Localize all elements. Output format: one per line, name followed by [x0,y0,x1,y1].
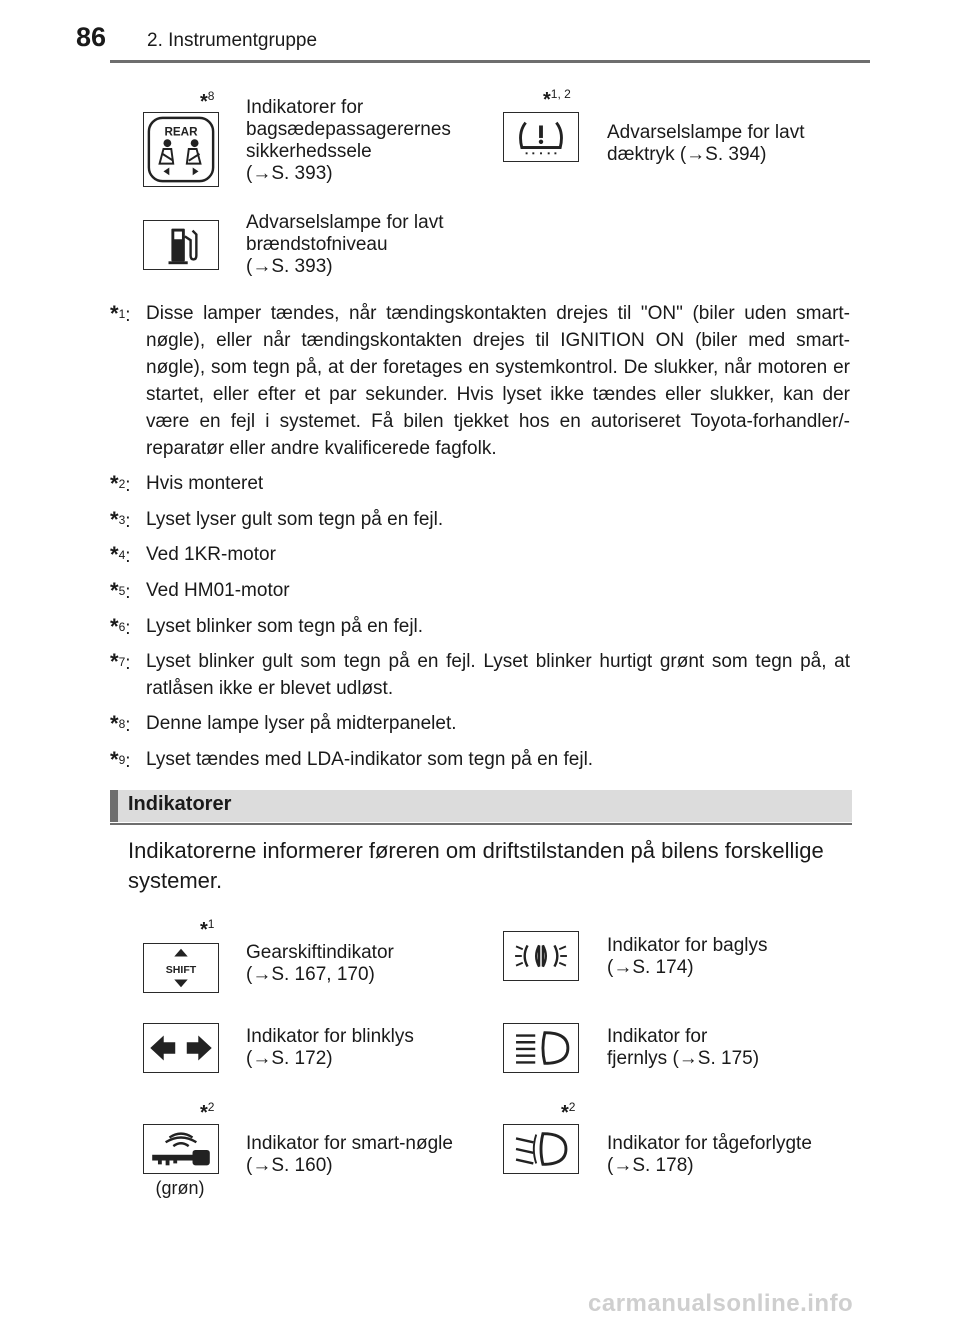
tail-light-description: Indikator for baglys (→S. 174) [607,935,768,978]
footnote-5: *$^5$: Ved HM01-motor [110,578,290,603]
rear-seatbelt-reminder-icon [143,112,219,187]
footnote-1: *$^1$: Disse lamper tændes, når tændingskontakten drejes til "ON" (biler uden smart-nøgle), eller når tændingskontakten drejes til IGNITION ON (biler med smart-nøgle), som tegn på, at der foretages en systemkontrol. De slukker, når motoren er startet, eller efter et par sekunder. Hvis lyset ikke tændes eller slukker, kan der være en fejl i systemet. Få bilen tjekket hos en autoriseret Toyota-forhandler/-reparatør eller andre kvalificerede fagfolk. [110,301,850,459]
smart-key-description: Indikator for smart-nøgle (→S. 160) [246,1133,453,1176]
footnote-8: *$^8$: Denne lampe lyser på midterpanelet. [110,711,457,736]
tail-light-icon [503,931,579,981]
front-fog-light-icon [503,1124,579,1174]
smart-key-icon [143,1124,219,1174]
high-beam-description: Indikator for fjernlys (→S. 175) [607,1026,760,1069]
footnote-4: *$^4$: Ved 1KR-motor [110,542,276,567]
footnote-2: *$^2$: Hvis monteret [110,471,264,496]
section-heading-bar [110,790,852,822]
header-divider [110,60,870,63]
shift-label: SHIFT [165,963,197,976]
fuel-pump-icon [143,220,219,270]
shift-indicator-icon [143,943,219,993]
footnote-7: *$^7$: Lyset blinker gult som tegn på en fejl. Lyset blinker hurtigt grønt som tegn på, at ratlåsen ikke er blevet udløst. [110,649,850,699]
section-divider [110,823,852,825]
rear-label: REAR [164,125,198,139]
footnote-marker: *$^{1, 2}$ [543,87,571,111]
page-number: 86 [76,22,107,52]
footnote-3: *$^3$: Lyset lyser gult som tegn på en fejl. [110,507,444,532]
fog-light-description: Indikator for tågeforlygte (→S. 178) [607,1133,812,1176]
rear-seatbelt-description: Indikatorer for bagsædepassagerernes sikkerhedssele (→S. 393) [246,97,451,184]
smart-key-color-caption: (grøn) [155,1178,205,1198]
section-intro: Indikatorerne informerer føreren om driftstilstanden på bilens forskellige systemer. [128,838,824,893]
footnote-marker: *$^2$ [200,1100,215,1124]
tire-pressure-description: Advarselslampe for lavt dæktryk (→S. 394) [607,122,805,165]
footnote-marker: *$^8$ [200,89,215,113]
footnote-marker: *$^1$ [200,917,215,941]
high-beam-icon [503,1023,579,1073]
chapter-title: 2. Instrumentgruppe [147,30,318,51]
footnote-marker: *$^2$ [561,1100,576,1124]
turn-signal-icon [143,1023,219,1073]
fuel-level-description: Advarselslampe for lavt brændstofniveau (→S. 393) [246,212,444,277]
footnote-6: *$^6$: Lyset blinker som tegn på en fejl. [110,614,424,639]
turn-signal-description: Indikator for blinklys (→S. 172) [246,1026,414,1069]
section-heading: Indikatorer [128,793,232,815]
shift-indicator-description: Gearskiftindikator (→S. 167, 170) [246,942,394,985]
tire-pressure-warning-icon [503,112,579,162]
footnote-9: *$^9$: Lyset tændes med LDA-indikator som tegn på en fejl. [110,747,594,772]
site-watermark: carmanualsonline.info [588,1290,854,1317]
